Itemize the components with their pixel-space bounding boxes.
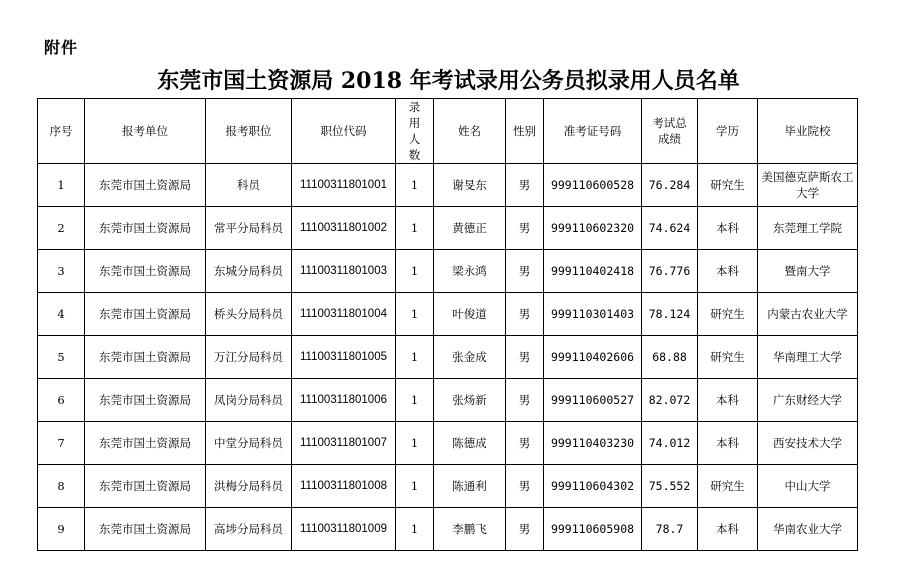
column-header-education: 学历 bbox=[698, 99, 758, 164]
cell-total-score: 74.012 bbox=[642, 422, 698, 465]
table-row bbox=[38, 250, 858, 293]
cell-gender: 男 bbox=[506, 207, 544, 250]
cell-position-code: 11100311801007 bbox=[292, 422, 396, 465]
cell-ticket-no: 999110602320 bbox=[544, 207, 642, 250]
cell-unit: 东莞市国土资源局 bbox=[85, 465, 206, 508]
table-row bbox=[38, 508, 858, 551]
cell-position-code: 11100311801002 bbox=[292, 207, 396, 250]
cell-hire-count: 1 bbox=[396, 508, 434, 551]
document-title: 东莞市国土资源局 2018 年考试录用公务员拟录用人员名单 bbox=[157, 68, 740, 94]
column-header-name: 姓名 bbox=[434, 99, 506, 164]
cell-position-code: 11100311801008 bbox=[292, 465, 396, 508]
column-header-gender: 性别 bbox=[506, 99, 544, 164]
cell-position-code: 11100311801006 bbox=[292, 379, 396, 422]
cell-name: 张金成 bbox=[434, 336, 506, 379]
cell-hire-count: 1 bbox=[396, 336, 434, 379]
table-row bbox=[38, 422, 858, 465]
cell-name: 叶俊道 bbox=[434, 293, 506, 336]
cell-unit: 东莞市国土资源局 bbox=[85, 293, 206, 336]
cell-gender: 男 bbox=[506, 422, 544, 465]
cell-hire-count: 1 bbox=[396, 379, 434, 422]
cell-position: 凤岗分局科员 bbox=[206, 379, 292, 422]
cell-total-score: 78.124 bbox=[642, 293, 698, 336]
cell-graduated-school: 内蒙古农业大学 bbox=[758, 293, 858, 336]
cell-name: 陈德成 bbox=[434, 422, 506, 465]
cell-ticket-no: 999110402606 bbox=[544, 336, 642, 379]
cell-seq-no: 2 bbox=[38, 207, 85, 250]
cell-graduated-school: 广东财经大学 bbox=[758, 379, 858, 422]
column-header-total-score: 考试总成绩 bbox=[642, 99, 698, 164]
cell-gender: 男 bbox=[506, 379, 544, 422]
cell-gender: 男 bbox=[506, 465, 544, 508]
cell-graduated-school: 暨南大学 bbox=[758, 250, 858, 293]
cell-position-code: 11100311801009 bbox=[292, 508, 396, 551]
cell-gender: 男 bbox=[506, 164, 544, 207]
table-row bbox=[38, 336, 858, 379]
cell-gender: 男 bbox=[506, 336, 544, 379]
cell-position-code: 11100311801003 bbox=[292, 250, 396, 293]
cell-education: 本科 bbox=[698, 508, 758, 551]
cell-position-code: 11100311801005 bbox=[292, 336, 396, 379]
cell-position: 东城分局科员 bbox=[206, 250, 292, 293]
table-row bbox=[38, 379, 858, 422]
cell-seq-no: 6 bbox=[38, 379, 85, 422]
cell-ticket-no: 999110301403 bbox=[544, 293, 642, 336]
cell-position-code: 11100311801004 bbox=[292, 293, 396, 336]
cell-position: 中堂分局科员 bbox=[206, 422, 292, 465]
cell-position: 洪梅分局科员 bbox=[206, 465, 292, 508]
cell-unit: 东莞市国土资源局 bbox=[85, 508, 206, 551]
column-header-position-code: 职位代码 bbox=[292, 99, 396, 164]
cell-seq-no: 4 bbox=[38, 293, 85, 336]
column-header-unit: 报考单位 bbox=[85, 99, 206, 164]
cell-position: 常平分局科员 bbox=[206, 207, 292, 250]
cell-gender: 男 bbox=[506, 293, 544, 336]
cell-seq-no: 7 bbox=[38, 422, 85, 465]
cell-ticket-no: 999110600527 bbox=[544, 379, 642, 422]
cell-position: 科员 bbox=[206, 164, 292, 207]
cell-hire-count: 1 bbox=[396, 207, 434, 250]
column-header-hire-count: 录用人数 bbox=[396, 99, 434, 164]
cell-seq-no: 5 bbox=[38, 336, 85, 379]
cell-seq-no: 1 bbox=[38, 164, 85, 207]
cell-position-code: 11100311801001 bbox=[292, 164, 396, 207]
table-row bbox=[38, 465, 858, 508]
cell-seq-no: 9 bbox=[38, 508, 85, 551]
cell-seq-no: 8 bbox=[38, 465, 85, 508]
cell-education: 本科 bbox=[698, 207, 758, 250]
cell-ticket-no: 999110604302 bbox=[544, 465, 642, 508]
cell-hire-count: 1 bbox=[396, 293, 434, 336]
table-row bbox=[38, 164, 858, 207]
cell-position: 高埗分局科员 bbox=[206, 508, 292, 551]
cell-ticket-no: 999110402418 bbox=[544, 250, 642, 293]
cell-gender: 男 bbox=[506, 508, 544, 551]
cell-total-score: 68.88 bbox=[642, 336, 698, 379]
cell-position: 万江分局科员 bbox=[206, 336, 292, 379]
attachment-label: 附件 bbox=[44, 38, 79, 57]
cell-unit: 东莞市国土资源局 bbox=[85, 207, 206, 250]
cell-graduated-school: 西安技术大学 bbox=[758, 422, 858, 465]
cell-total-score: 78.7 bbox=[642, 508, 698, 551]
cell-total-score: 75.552 bbox=[642, 465, 698, 508]
cell-education: 研究生 bbox=[698, 465, 758, 508]
cell-graduated-school: 华南农业大学 bbox=[758, 508, 858, 551]
table-header-row bbox=[38, 99, 858, 164]
cell-education: 本科 bbox=[698, 250, 758, 293]
cell-education: 研究生 bbox=[698, 164, 758, 207]
cell-name: 张炀新 bbox=[434, 379, 506, 422]
cell-graduated-school: 美国德克萨斯农工大学 bbox=[758, 164, 858, 207]
table-row bbox=[38, 293, 858, 336]
cell-name: 李鹏飞 bbox=[434, 508, 506, 551]
column-header-seq-no: 序号 bbox=[38, 99, 85, 164]
cell-total-score: 74.624 bbox=[642, 207, 698, 250]
table-row bbox=[38, 207, 858, 250]
column-header-graduated-school: 毕业院校 bbox=[758, 99, 858, 164]
cell-education: 研究生 bbox=[698, 293, 758, 336]
cell-position: 桥头分局科员 bbox=[206, 293, 292, 336]
cell-graduated-school: 华南理工大学 bbox=[758, 336, 858, 379]
cell-education: 本科 bbox=[698, 379, 758, 422]
cell-name: 黄德正 bbox=[434, 207, 506, 250]
column-header-ticket-no: 准考证号码 bbox=[544, 99, 642, 164]
cell-seq-no: 3 bbox=[38, 250, 85, 293]
cell-hire-count: 1 bbox=[396, 422, 434, 465]
cell-education: 研究生 bbox=[698, 336, 758, 379]
cell-hire-count: 1 bbox=[396, 164, 434, 207]
cell-name: 陈通利 bbox=[434, 465, 506, 508]
cell-total-score: 76.776 bbox=[642, 250, 698, 293]
cell-unit: 东莞市国土资源局 bbox=[85, 164, 206, 207]
cell-name: 谢旻东 bbox=[434, 164, 506, 207]
cell-hire-count: 1 bbox=[396, 250, 434, 293]
cell-unit: 东莞市国土资源局 bbox=[85, 336, 206, 379]
cell-gender: 男 bbox=[506, 250, 544, 293]
cell-ticket-no: 999110600528 bbox=[544, 164, 642, 207]
cell-graduated-school: 东莞理工学院 bbox=[758, 207, 858, 250]
cell-unit: 东莞市国土资源局 bbox=[85, 379, 206, 422]
cell-hire-count: 1 bbox=[396, 465, 434, 508]
cell-total-score: 82.072 bbox=[642, 379, 698, 422]
candidate-table bbox=[37, 98, 858, 551]
table-body bbox=[38, 164, 858, 551]
cell-ticket-no: 999110605908 bbox=[544, 508, 642, 551]
cell-unit: 东莞市国土资源局 bbox=[85, 250, 206, 293]
cell-ticket-no: 999110403230 bbox=[544, 422, 642, 465]
cell-graduated-school: 中山大学 bbox=[758, 465, 858, 508]
column-header-position: 报考职位 bbox=[206, 99, 292, 164]
cell-name: 梁永鸿 bbox=[434, 250, 506, 293]
cell-unit: 东莞市国土资源局 bbox=[85, 422, 206, 465]
cell-total-score: 76.284 bbox=[642, 164, 698, 207]
cell-education: 本科 bbox=[698, 422, 758, 465]
